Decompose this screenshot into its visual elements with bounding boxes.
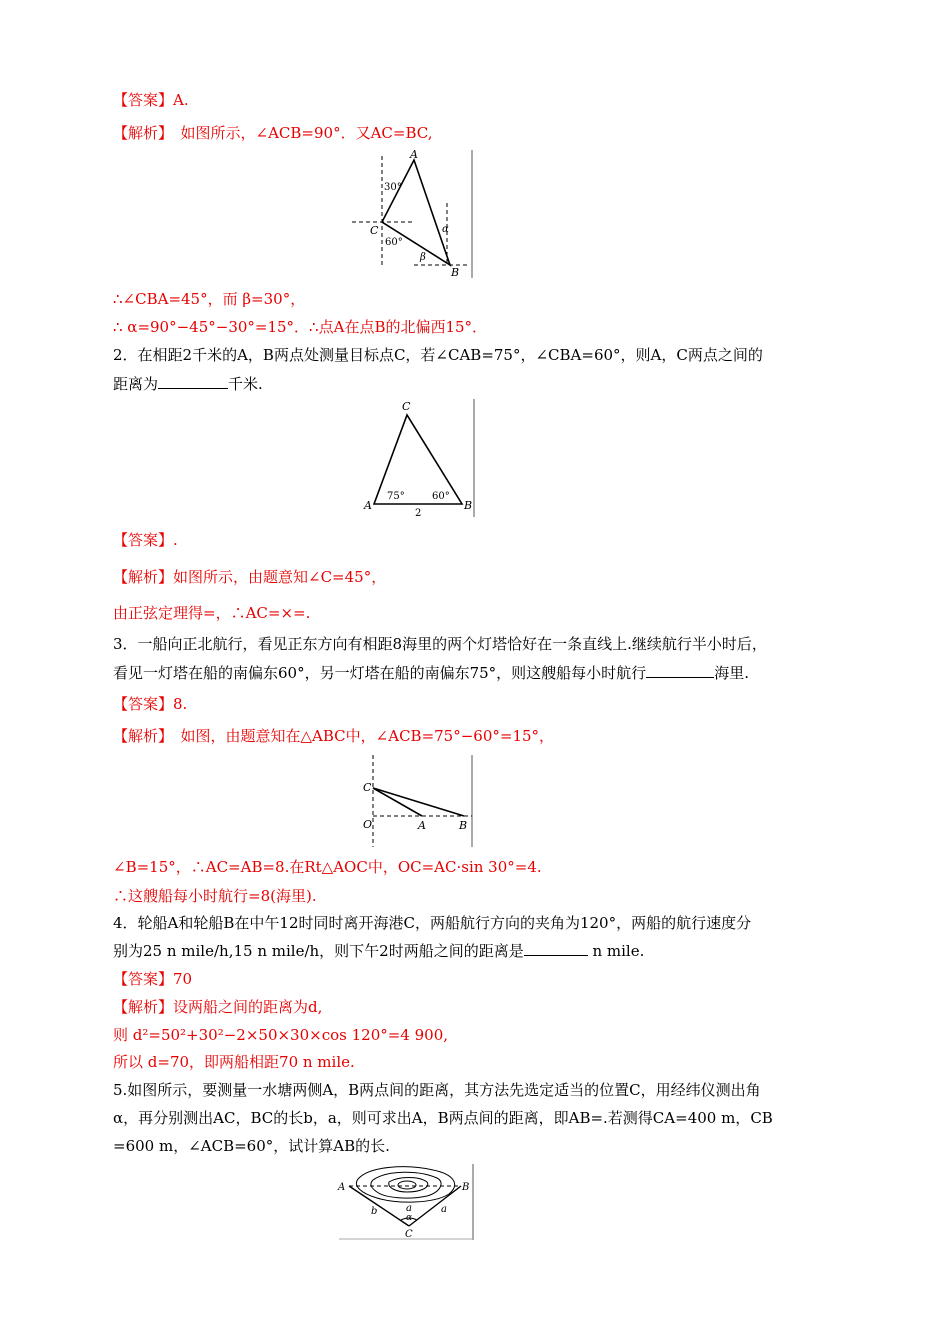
q5-line2: α，再分别测出AC，BC的长b，a，则可求出A，B两点间的距离，即AB=.若测得CA=400 m，CB xyxy=(113,1109,773,1127)
label-B: B xyxy=(459,819,468,832)
label-a: a xyxy=(441,1204,447,1215)
q1-analysis-line xyxy=(113,123,432,143)
answer-value: A. xyxy=(173,91,189,109)
q2-line2-a: 距离为 xyxy=(113,375,159,393)
label-alpha: α xyxy=(406,1213,413,1223)
label-60: 60° xyxy=(432,491,450,502)
q5-line3: =600 m，∠ACB=60°，试计算AB的长. xyxy=(113,1137,390,1155)
label-B: B xyxy=(462,1182,470,1193)
q2-step1: 由正弦定理得=，∴AC=×=. xyxy=(113,604,311,622)
answer-tag: 【答案】 xyxy=(113,91,174,109)
label-C: C xyxy=(405,1229,413,1240)
q4-step1: 则 d²=50²+30²−2×50×30×cos 120°=4 900, xyxy=(113,1026,449,1044)
analysis-tag: 【解析】 xyxy=(113,727,166,745)
label-alpha: α xyxy=(442,224,449,235)
answer-blank xyxy=(158,374,228,389)
answer-blank xyxy=(646,663,714,678)
q2-analysis-line xyxy=(113,567,386,587)
answer-value: 8. xyxy=(173,695,188,713)
figure-q1-triangle xyxy=(352,148,477,282)
analysis-text: 如图所示，∠ACB=90°．又AC=BC, xyxy=(165,124,433,142)
q4-analysis-line xyxy=(113,997,322,1017)
q4-step2: 所以 d=70，即两船相距70 n mile. xyxy=(113,1053,355,1071)
figure-q3-diagram xyxy=(360,753,475,849)
q2-line2-b: 千米. xyxy=(228,375,263,393)
q1-step1: ∴∠CBA=45°，而 β=30°， xyxy=(113,290,306,308)
q5-line1: 5.如图所示，要测量一水塘两侧A，B两点间的距离，其方法先选定适当的位置C，用经纬仪测出角 xyxy=(113,1081,761,1099)
label-b: b xyxy=(371,1206,378,1217)
q3-step1: ∠B=15°，∴AC=AB=8.在Rt△AOC中，OC=AC·sin 30°=4. xyxy=(113,858,542,876)
label-side: 2 xyxy=(415,508,422,519)
q3-line2-b: 海里. xyxy=(714,664,749,682)
label-B: B xyxy=(451,266,460,279)
q3-line1: 3．一船向正北航行，看见正东方向有相距8海里的两个灯塔恰好在一条直线上.继续航行半小时后， xyxy=(113,635,767,653)
q4-line1: 4．轮船A和轮船B在中午12时同时离开海港C，两船航行方向的夹角为120°，两船的航行速度分 xyxy=(113,914,752,932)
q4-line2-b: n mile. xyxy=(587,942,645,960)
q2-line2 xyxy=(113,374,263,394)
q2-line1: 2．在相距2千米的A，B两点处测量目标点C，若∠CAB=75°，∠CBA=60°，则A，C两点之间的 xyxy=(113,346,763,364)
analysis-text: 如图所示，由题意知∠C=45°， xyxy=(173,568,387,586)
label-A: A xyxy=(410,148,418,161)
q3-line2 xyxy=(113,663,749,683)
analysis-tag: 【解析】 xyxy=(113,568,174,586)
figure-q2-triangle xyxy=(362,397,477,519)
q3-step2: ∴这艘船每小时航行=8(海里). xyxy=(113,887,317,905)
figure-q5-pond xyxy=(337,1162,477,1242)
label-75: 75° xyxy=(387,491,405,502)
q2-answer-line xyxy=(113,530,178,550)
answer-value: 70 xyxy=(173,970,193,988)
q4-line2-a: 别为25 n mile/h,15 n mile/h，则下午2时两船之间的距离是 xyxy=(113,942,524,960)
q1-step2: ∴ α=90°−45°−30°=15°．∴点A在点B的北偏西15°． xyxy=(113,318,488,336)
label-a-mid: a xyxy=(406,1203,412,1214)
answer-tag: 【答案】 xyxy=(113,970,174,988)
label-A: A xyxy=(364,499,372,512)
q3-analysis-line xyxy=(113,726,554,746)
label-B: B xyxy=(464,499,473,512)
analysis-tag: 【解析】 xyxy=(113,124,166,142)
q3-line2-a: 看见一灯塔在船的南偏东60°，另一灯塔在船的南偏东75°，则这艘船每小时航行 xyxy=(113,664,647,682)
label-C: C xyxy=(363,781,372,794)
label-O: O xyxy=(363,818,373,831)
answer-value: . xyxy=(173,531,178,549)
answer-blank xyxy=(524,941,588,956)
q3-answer-line xyxy=(113,694,187,714)
analysis-text: 设两船之间的距离为d, xyxy=(173,998,323,1016)
analysis-tag: 【解析】 xyxy=(113,998,174,1016)
label-30: 30° xyxy=(384,182,402,193)
label-C: C xyxy=(402,400,411,413)
label-beta: β xyxy=(420,252,426,263)
label-60: 60° xyxy=(385,237,403,248)
answer-tag: 【答案】 xyxy=(113,531,174,549)
q4-line2 xyxy=(113,941,644,961)
label-C: C xyxy=(370,224,379,237)
analysis-text: 如图，由题意知在△ABC中，∠ACB=75°−60°=15°， xyxy=(165,727,555,745)
q4-answer-line xyxy=(113,969,192,989)
label-A: A xyxy=(338,1182,346,1193)
answer-tag: 【答案】 xyxy=(113,695,174,713)
q1-answer-line xyxy=(113,90,189,110)
label-A: A xyxy=(418,819,426,832)
